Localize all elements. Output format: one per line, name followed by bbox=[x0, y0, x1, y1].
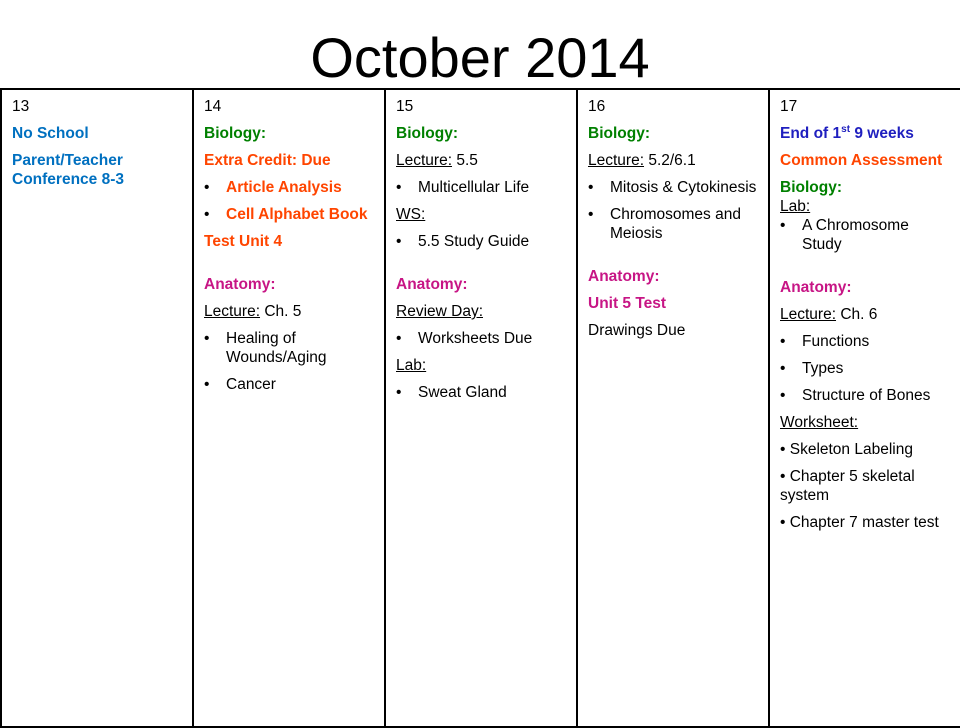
entry-text: Anatomy: bbox=[780, 279, 852, 296]
entry-text: Article Analysis bbox=[226, 179, 342, 196]
entry-line bbox=[204, 302, 376, 321]
bullet-icon: • bbox=[588, 179, 594, 196]
entry-line bbox=[396, 302, 568, 321]
bullet-icon: • bbox=[396, 233, 402, 250]
bullet-item bbox=[780, 386, 952, 405]
bullet-item bbox=[204, 178, 376, 197]
section-label: Lecture: bbox=[204, 303, 261, 320]
section-label: Worksheet: bbox=[780, 414, 859, 431]
bullet-icon: • bbox=[780, 217, 786, 234]
entry-line bbox=[588, 124, 760, 143]
day-cell-16 bbox=[577, 89, 769, 727]
section-label: Lecture: bbox=[780, 306, 837, 323]
entry-line bbox=[588, 151, 760, 170]
day-cell-17 bbox=[769, 89, 960, 727]
entry-text: Chromosomes and Meiosis bbox=[610, 206, 741, 242]
entry-line bbox=[588, 321, 760, 340]
day-cell-15 bbox=[385, 89, 577, 727]
bullet-icon: • bbox=[396, 330, 402, 347]
entry-text: Unit 5 Test bbox=[588, 295, 667, 312]
section-label: Lab: bbox=[780, 198, 811, 215]
bullet-item bbox=[780, 332, 952, 351]
ordinal-suffix: st bbox=[841, 123, 851, 135]
entry-text: • Chapter 7 master test bbox=[780, 514, 939, 531]
spacer bbox=[588, 251, 760, 267]
entry-text: Common Assessment bbox=[780, 152, 943, 169]
entry-text: Cancer bbox=[226, 376, 276, 393]
spacer bbox=[780, 262, 952, 278]
day-cell-13 bbox=[1, 89, 193, 727]
section-label: WS: bbox=[396, 206, 426, 223]
entry-line bbox=[780, 440, 952, 459]
section-label: Lecture: bbox=[588, 152, 645, 169]
entry-text: Mitosis & Cytokinesis bbox=[610, 179, 757, 196]
entry-text: Anatomy: bbox=[396, 276, 468, 293]
entry-text: Ch. 6 bbox=[836, 306, 878, 323]
entry-text: Anatomy: bbox=[204, 276, 276, 293]
entry-line bbox=[204, 232, 376, 251]
entry-line bbox=[780, 151, 952, 170]
entry-line bbox=[396, 124, 568, 143]
bullet-icon: • bbox=[204, 330, 210, 347]
bullet-item bbox=[780, 359, 952, 378]
entry-text: • Chapter 5 skeletal system bbox=[780, 468, 915, 504]
entry-line bbox=[204, 275, 376, 294]
entry-text: 5.5 Study Guide bbox=[418, 233, 530, 250]
entry-text: Worksheets Due bbox=[418, 330, 533, 347]
entry-line bbox=[396, 205, 568, 224]
entry-line bbox=[588, 294, 760, 313]
entry-text: No School bbox=[12, 125, 89, 142]
entry-text: 9 weeks bbox=[850, 125, 914, 142]
entry-line bbox=[780, 124, 952, 143]
day-number: 17 bbox=[780, 98, 798, 115]
bullet-icon: • bbox=[396, 179, 402, 196]
bullet-item bbox=[588, 178, 760, 197]
entry-text: Types bbox=[802, 360, 844, 377]
bullet-item bbox=[396, 232, 568, 251]
bullet-item bbox=[396, 383, 568, 402]
entry-text: A Chromosome Study bbox=[802, 217, 909, 253]
bullet-icon: • bbox=[780, 387, 786, 404]
page-title: October 2014 bbox=[310, 26, 650, 89]
entry-text: • Skeleton Labeling bbox=[780, 441, 913, 458]
day-number: 15 bbox=[396, 98, 414, 115]
entry-line bbox=[396, 275, 568, 294]
entry-line bbox=[780, 278, 952, 297]
bullet-icon: • bbox=[780, 360, 786, 377]
entry-text: Functions bbox=[802, 333, 870, 350]
entry-text: Biology: bbox=[204, 125, 266, 142]
week-row bbox=[1, 89, 960, 727]
calendar-week-table bbox=[0, 88, 960, 728]
bullet-item bbox=[396, 329, 568, 348]
entry-text: Biology: bbox=[396, 125, 458, 142]
bullet-icon: • bbox=[204, 179, 210, 196]
entry-line bbox=[780, 467, 952, 505]
day-number: 14 bbox=[204, 98, 222, 115]
entry-text: Parent/Teacher Conference 8-3 bbox=[12, 152, 124, 188]
entry-text: End of 1 bbox=[780, 125, 842, 142]
spacer bbox=[396, 259, 568, 275]
entry-text: Test Unit 4 bbox=[204, 233, 283, 250]
entry-text: 5.5 bbox=[452, 152, 478, 169]
section-label: Review Day: bbox=[396, 303, 483, 320]
entry-line bbox=[12, 124, 184, 143]
entry-text: Healing of Wounds/Aging bbox=[226, 330, 327, 366]
bullet-item bbox=[204, 375, 376, 394]
entry-line bbox=[780, 513, 952, 532]
bullet-icon: • bbox=[588, 206, 594, 223]
entry-text: Ch. 5 bbox=[260, 303, 302, 320]
entry-text: Sweat Gland bbox=[418, 384, 507, 401]
entry-line bbox=[588, 267, 760, 286]
section-label: Lab: bbox=[396, 357, 427, 374]
entry-text: Structure of Bones bbox=[802, 387, 931, 404]
entry-text: Cell Alphabet Book bbox=[226, 206, 368, 223]
bullet-icon: • bbox=[204, 206, 210, 223]
bullet-item bbox=[588, 205, 760, 243]
entry-line bbox=[780, 197, 952, 216]
entry-line bbox=[204, 151, 376, 170]
day-cell-14 bbox=[193, 89, 385, 727]
bullet-item bbox=[204, 205, 376, 224]
entry-line bbox=[780, 305, 952, 324]
bullet-icon: • bbox=[780, 333, 786, 350]
entry-text: Anatomy: bbox=[588, 268, 660, 285]
day-number: 13 bbox=[12, 98, 30, 115]
entry-line bbox=[396, 356, 568, 375]
bullet-icon: • bbox=[204, 376, 210, 393]
bullet-item bbox=[396, 178, 568, 197]
entry-line bbox=[12, 151, 184, 189]
day-number: 16 bbox=[588, 98, 606, 115]
bullet-icon: • bbox=[396, 384, 402, 401]
section-label: Lecture: bbox=[396, 152, 453, 169]
entry-line bbox=[780, 178, 952, 197]
entry-text: 5.2/6.1 bbox=[644, 152, 696, 169]
spacer bbox=[204, 259, 376, 275]
entry-line bbox=[780, 413, 952, 432]
entry-line bbox=[204, 124, 376, 143]
bullet-item bbox=[780, 216, 952, 254]
entry-text: Drawings Due bbox=[588, 322, 686, 339]
bullet-item bbox=[204, 329, 376, 367]
entry-line bbox=[396, 151, 568, 170]
entry-text: Multicellular Life bbox=[418, 179, 530, 196]
entry-text: Biology: bbox=[780, 179, 842, 196]
entry-text: Extra Credit: Due bbox=[204, 152, 331, 169]
entry-text: Biology: bbox=[588, 125, 650, 142]
